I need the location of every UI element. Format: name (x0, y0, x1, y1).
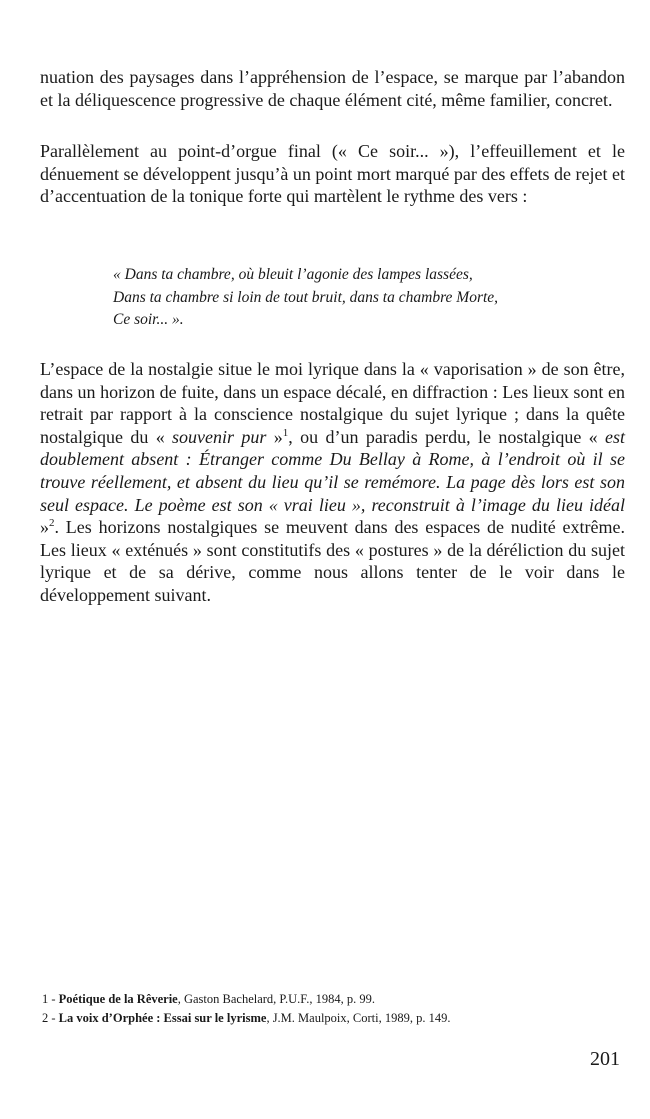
paragraph-1: nuation des paysages dans l’appréhension de l’espace, se marque par l’abandon et la déliquescence progressive de chaque élément cité, même familier, concret. (40, 67, 625, 110)
page-number: 201 (590, 1048, 620, 1070)
paragraph-3-text-c: , ou d’un paradis perdu, le nostalgique « (288, 426, 606, 447)
quote-line-2: Dans ta chambre si loin de tout bruit, dans ta chambre Morte, (113, 288, 499, 306)
paragraph-3-text-d: » (40, 517, 49, 538)
poem-quotation (113, 264, 613, 332)
footnotes (42, 990, 602, 1028)
footnote-1 (42, 990, 602, 1009)
paragraph-3-text-a: L’espace de la nostalgie situe le moi lyrique dans la « vaporisation » de son être, dans un horizon de fuite, dans un espace décalé, en diffraction : Les lieux sont en retrait par rapport à la conscience nostalgique du sujet lyrique ; dans la quête nostalgique du « (40, 359, 625, 447)
paragraph-3-text-f: Les horizons nostalgiques se meuvent dans des espaces de nudité extrême. Les lieux « exténués » sont constitutifs des « postures » de la déréliction du sujet lyrique et de sa dérive, comme nous allons tenter de le voir dans le développement suivant. (40, 517, 625, 605)
quote-souvenir-pur: souvenir pur (172, 426, 267, 447)
footnote-details: , Gaston Bachelard, P.U.F., 1984, p. 99. (177, 992, 375, 1006)
quote-line-1: « Dans ta chambre, où bleuit l’agonie des lampes lassées, (113, 266, 473, 283)
footnote-details: , J.M. Maulpoix, Corti, 1989, p. 149. (266, 1011, 451, 1025)
footnote-title: Poétique de la Rêverie (58, 992, 178, 1006)
footnote-ref-1[interactable]: 1 (282, 426, 289, 439)
footnote-2 (42, 1009, 602, 1028)
paragraph-3-text-e: . (54, 517, 59, 538)
paragraph-3 (40, 358, 625, 607)
footnote-ref-2[interactable]: 2 (49, 517, 55, 530)
footnote-number: 1 - (42, 992, 56, 1006)
paragraph-3-text-b: » (266, 426, 283, 447)
quote-maulpoix: est doublement absent : Étranger comme Du Bellay à Rome, à l’endroit où il se trouve réellement, et absent du lieu qu’il se remémore. La page dès lors est son seul espace. Le poème est son « vrai lieu », reconstruit à l’image du lieu idéal (40, 426, 626, 515)
quote-line-3: Ce soir... ». (113, 311, 184, 328)
footnote-number: 2 - (42, 1011, 56, 1025)
footnote-title: La voix d’Orphée : Essai sur le lyrisme (58, 1011, 267, 1025)
paragraph-2: Parallèlement au point-d’orgue final (« Ce soir... »), l’effeuillement et le dénuement se développent jusqu’à un point mort marqué par des effets de rejet et d’accentuation de la tonique forte qui martèlent le rythme des vers : (40, 141, 625, 207)
